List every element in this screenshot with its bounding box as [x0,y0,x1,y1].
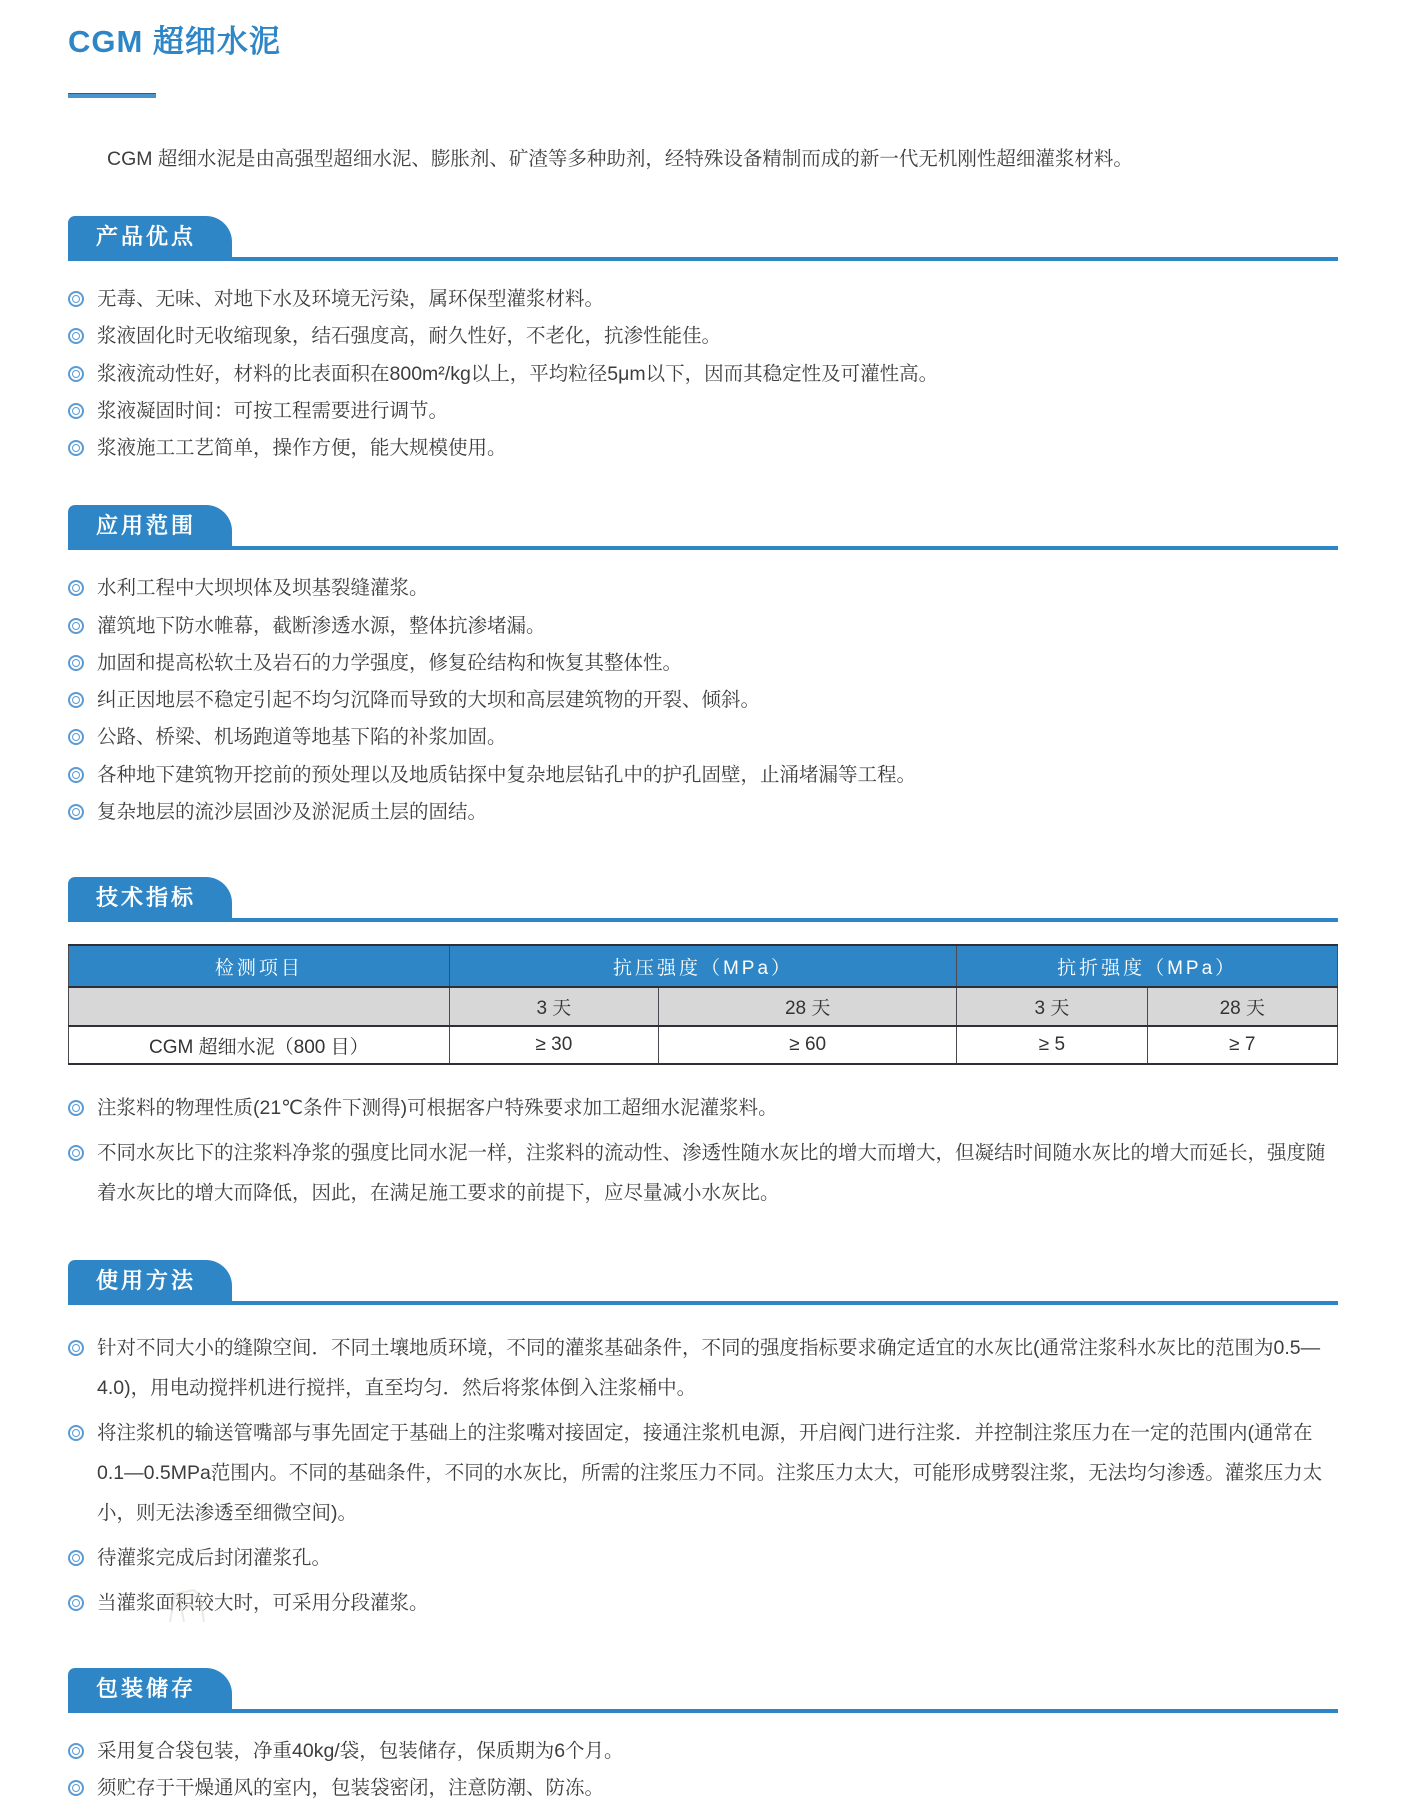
specs-notes-list [68,1089,1338,1214]
bullseye-bullet-icon [68,366,84,382]
list-item-text: 纠正因地层不稳定引起不均匀沉降而导致的大坝和高层建筑物的开裂、倾斜。 [97,689,761,712]
list-item-text: 浆液凝固时间：可按工程需要进行调节。 [97,399,449,422]
technical-specs-table [68,944,1338,1065]
bullseye-bullet-icon [68,1743,84,1759]
list-item [68,1414,1338,1534]
section-tab-applications: 应用范围 [68,505,232,546]
list-item [68,686,1338,715]
table-subheader-row [69,987,1338,1026]
section-header-specs [68,877,1338,922]
section-header-usage [68,1260,1338,1305]
bullseye-bullet-icon [68,440,84,456]
empty-cell [69,987,450,1026]
row-label-cell: CGM 超细水泥（800 目） [69,1026,450,1064]
list-item [68,723,1338,752]
column-header: 检测项目 [69,945,450,987]
subheader-cell: 28 天 [1147,987,1337,1026]
value-cell: ≥ 30 [449,1026,658,1064]
list-item [68,1737,1338,1766]
bullseye-bullet-icon [68,1145,84,1161]
list-item-text: 采用复合袋包装，净重40kg/袋，包装储存，保质期为6个月。 [97,1739,624,1762]
bullseye-bullet-icon [68,692,84,708]
list-item-text: 将注浆机的输送管嘴部与事先固定于基础上的注浆嘴对接固定，接通注浆机电源，开启阀门进行注浆．并控制注浆压力在一定的范围内(通常在0.1—0.5MPa范围内。不同的基础条件，不同的水灰比，所需的注浆压力不同。注浆压力太大，可能形成劈裂注浆，无法均匀渗透。灌浆压力太小，则无法渗透至细微空间)。 [97,1422,1323,1524]
page-title: CGM 超细水泥 [68,24,281,59]
list-item-text: 各种地下建筑物开挖前的预处理以及地质钻探中复杂地层钻孔中的护孔固壁，止涌堵漏等工程。 [97,763,917,786]
table-row [69,1026,1338,1064]
applications-list [68,574,1338,827]
list-item [68,1774,1338,1803]
packaging-list [68,1737,1338,1803]
title-underline-dash [68,93,156,98]
column-header: 抗折强度（MPa） [957,945,1338,987]
list-item-text: 须贮存于干燥通风的室内，包装袋密闭，注意防潮、防冻。 [97,1777,605,1800]
subheader-cell: 3 天 [449,987,658,1026]
list-item [68,1539,1338,1579]
cement-bag-sketch-icon [142,1588,232,1622]
bullseye-bullet-icon [68,1780,84,1796]
bullseye-bullet-icon [68,655,84,671]
bullseye-bullet-icon [68,1340,84,1356]
list-item-text: 公路、桥梁、机场跑道等地基下陷的补浆加固。 [97,726,507,749]
list-item-text: 浆液施工工艺简单，操作方便，能大规模使用。 [97,437,507,460]
bullseye-bullet-icon [68,1425,84,1441]
section-tab-packaging: 包装储存 [68,1668,232,1709]
note-item-text: 注浆料的物理性质(21℃条件下测得)可根据客户特殊要求加工超细水泥灌浆料。 [97,1097,778,1120]
usage-list [68,1329,1338,1624]
subheader-cell: 3 天 [957,987,1147,1026]
bullseye-bullet-icon [68,1550,84,1566]
list-item [68,434,1338,463]
section-tab-advantages: 产品优点 [68,216,232,257]
bullseye-bullet-icon [68,804,84,820]
bullseye-bullet-icon [68,618,84,634]
table-header-row [69,945,1338,987]
section-header-applications [68,505,1338,550]
list-item [68,360,1338,389]
advantages-list [68,285,1338,463]
bullseye-bullet-icon [68,580,84,596]
note-item [68,1134,1338,1214]
value-cell: ≥ 5 [957,1026,1147,1064]
list-item-text: 浆液固化时无收缩现象，结石强度高，耐久性好，不老化，抗渗性能佳。 [97,325,722,348]
bullseye-bullet-icon [68,291,84,307]
product-datasheet-page [0,16,1406,1800]
list-item-text: 浆液流动性好，材料的比表面积在800m²/kg以上，平均粒径5μm以下，因而其稳定性及可灌性高。 [97,362,939,385]
value-cell: ≥ 7 [1147,1026,1337,1064]
list-item-text: 加固和提高松软土及岩石的力学强度，修复砼结构和恢复其整体性。 [97,651,683,674]
list-item [68,1584,1338,1624]
bullseye-bullet-icon [68,729,84,745]
list-item-text: 待灌浆完成后封闭灌浆孔。 [97,1546,332,1569]
list-item [68,574,1338,603]
column-header: 抗压强度（MPa） [449,945,957,987]
list-item-text: 当灌浆面积较大时，可采用分段灌浆。 [97,1591,429,1614]
bullseye-bullet-icon [68,767,84,783]
bullseye-bullet-icon [68,403,84,419]
list-item [68,1329,1338,1409]
note-item-text: 不同水灰比下的注浆料净浆的强度比同水泥一样，注浆料的流动性、渗透性随水灰比的增大而增大，但凝结时间随水灰比的增大而延长，强度随着水灰比的增大而降低，因此，在满足施工要求的前提下，应尽量减小水灰比。 [97,1142,1326,1205]
list-item [68,285,1338,314]
list-item-text: 水利工程中大坝坝体及坝基裂缝灌浆。 [97,577,429,600]
list-item [68,761,1338,790]
note-item [68,1089,1338,1129]
list-item [68,397,1338,426]
subheader-cell: 28 天 [659,987,957,1026]
list-item-text: 无毒、无味、对地下水及环境无污染，属环保型灌浆材料。 [97,288,605,311]
bullseye-bullet-icon [68,1595,84,1611]
value-cell: ≥ 60 [659,1026,957,1064]
list-item-text: 针对不同大小的缝隙空间．不同土壤地质环境，不同的灌浆基础条件，不同的强度指标要求确定适宜的水灰比(通常注浆科水灰比的范围为0.5—4.0)，用电动搅拌机进行搅拌，直至均匀．然后将浆体倒入注浆桶中。 [97,1337,1321,1400]
list-item [68,322,1338,351]
list-item [68,612,1338,641]
list-item-text: 灌筑地下防水帷幕，截断渗透水源，整体抗渗堵漏。 [97,614,546,637]
list-item [68,798,1338,827]
bullseye-bullet-icon [68,328,84,344]
list-item [68,649,1338,678]
intro-paragraph: CGM 超细水泥是由高强型超细水泥、膨胀剂、矿渣等多种助剂，经特殊设备精制而成的新一代无机刚性超细灌浆材料。 [107,148,1133,170]
section-tab-specs: 技术指标 [68,877,232,918]
section-header-advantages [68,216,1338,261]
section-tab-usage: 使用方法 [68,1260,232,1301]
section-header-packaging [68,1668,1338,1713]
list-item-text: 复杂地层的流沙层固沙及淤泥质土层的固结。 [97,800,488,823]
bullseye-bullet-icon [68,1100,84,1116]
